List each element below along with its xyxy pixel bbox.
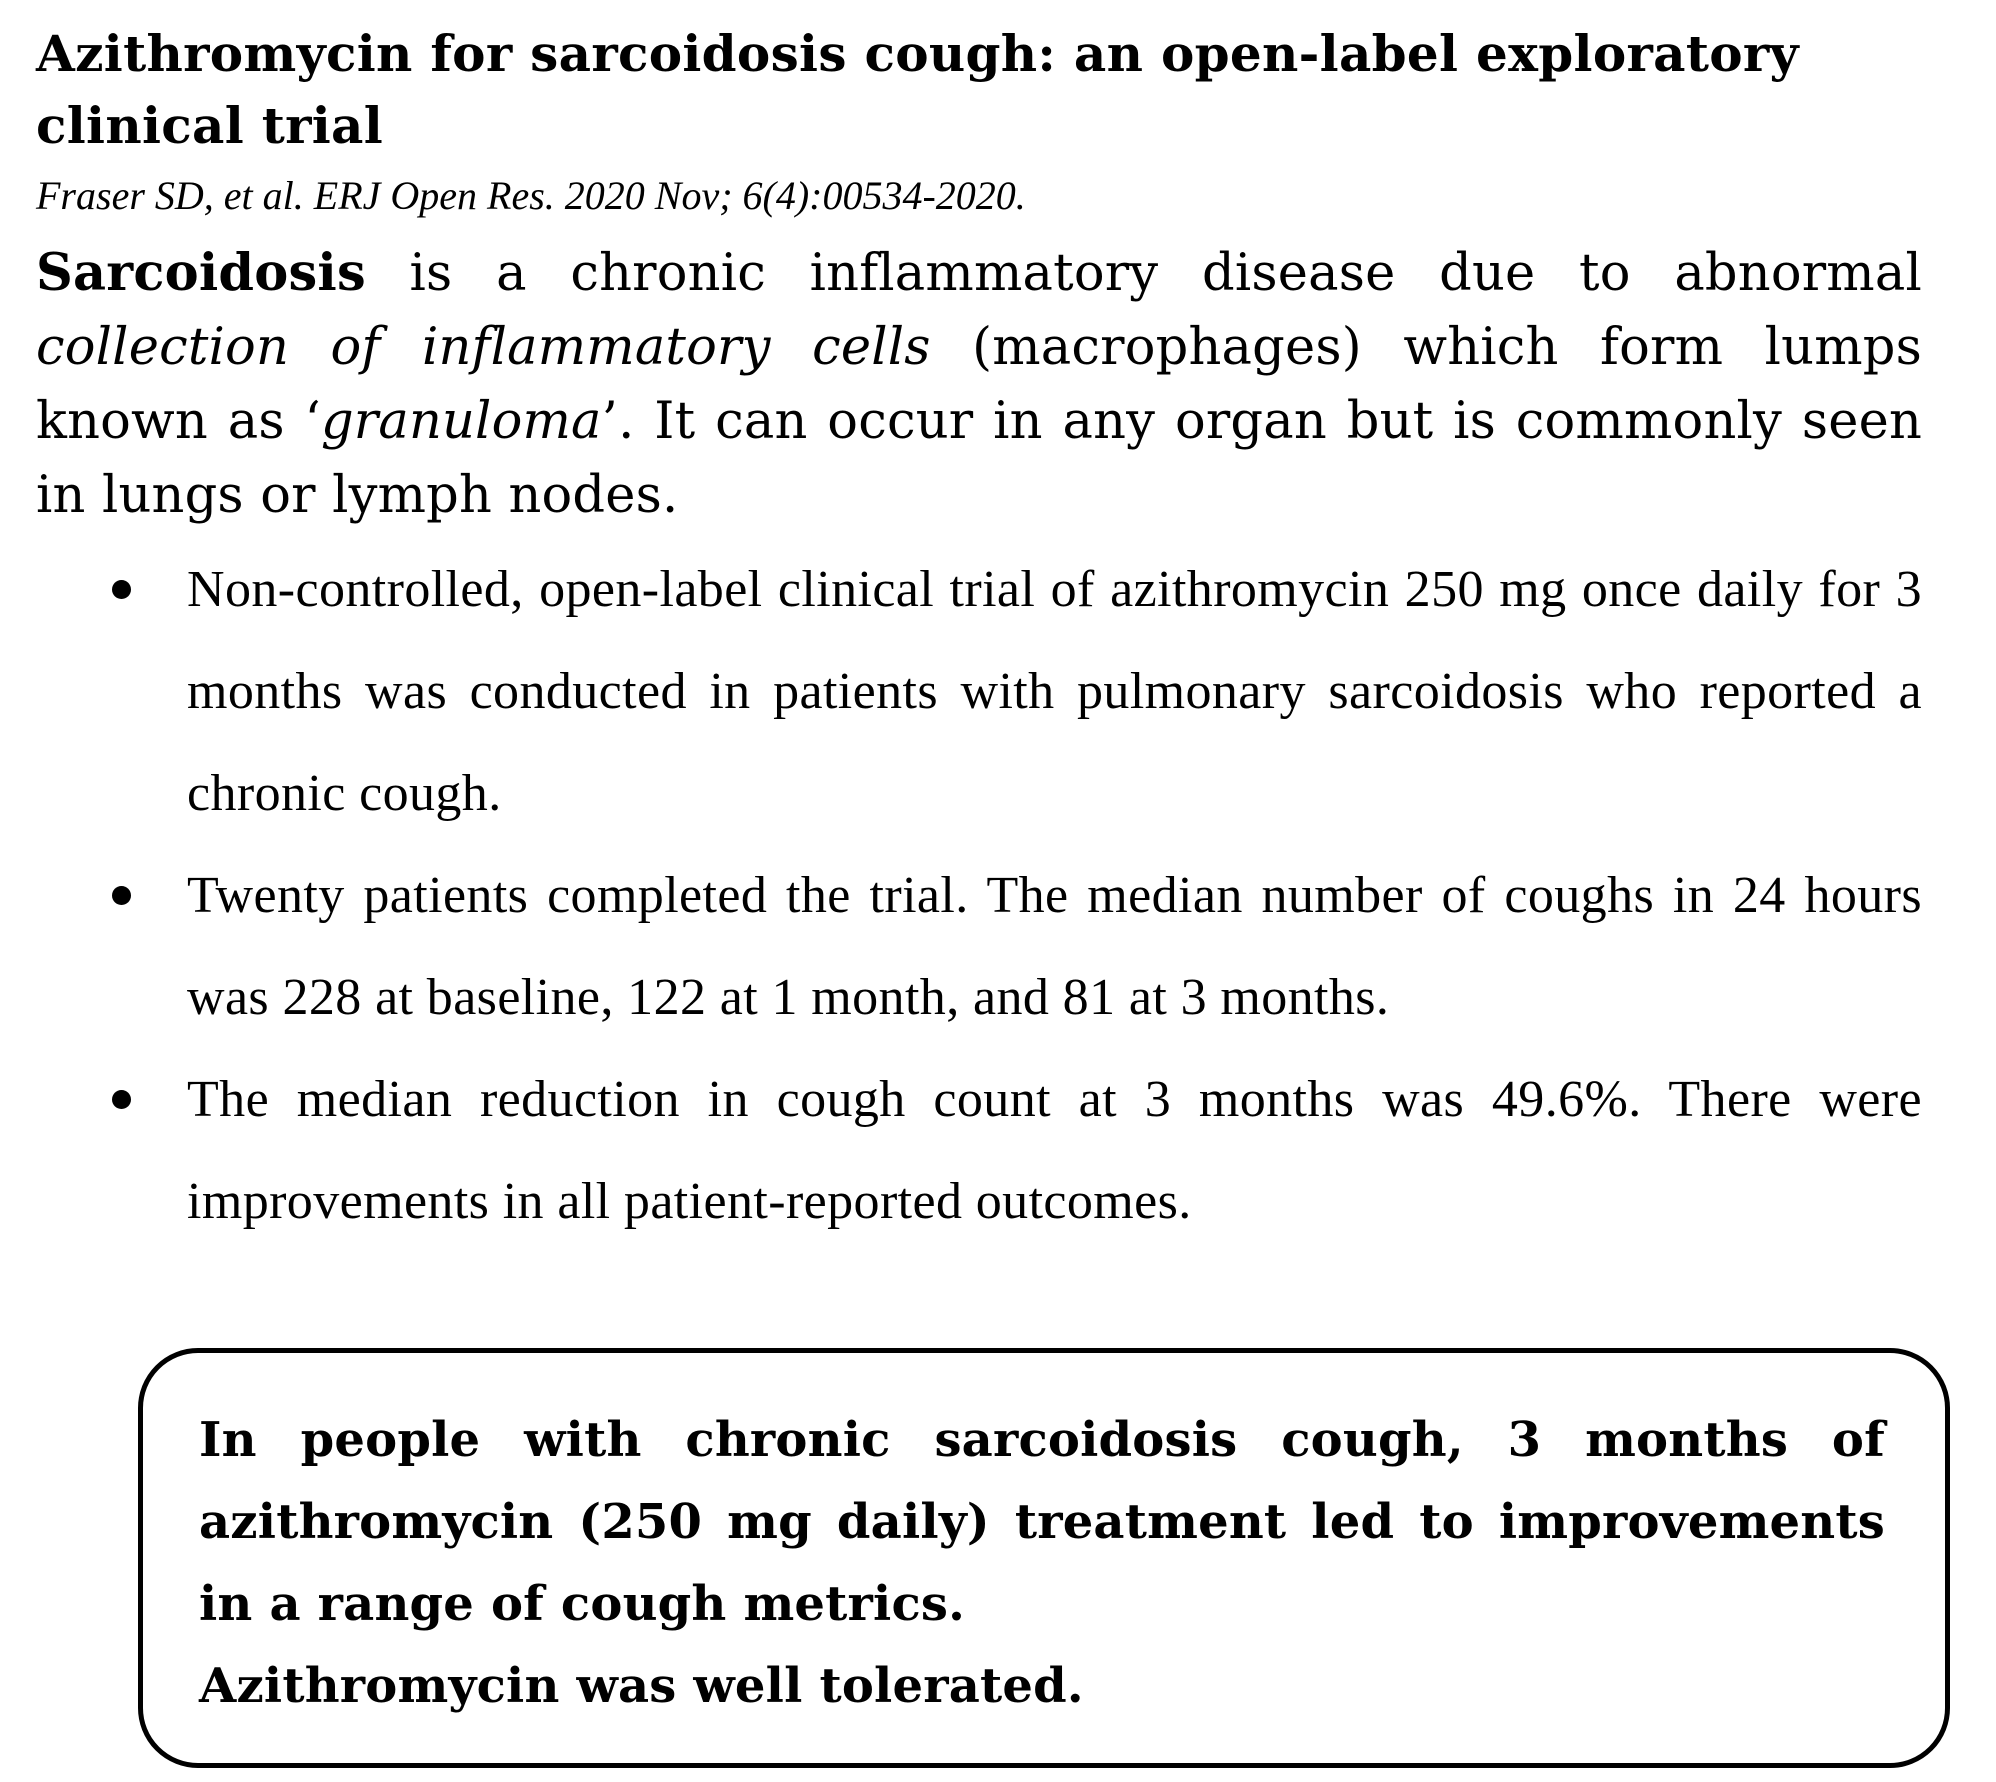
- finding-text: Non-controlled, open-label clinical trial of azithromycin 250 mg once daily for 3 months was conducted in patients with pulmonary sarcoidosis who reported a chronic cough.: [187, 561, 1922, 822]
- summary-box: [138, 1348, 1950, 1768]
- finding-item: [36, 1049, 1922, 1253]
- intro-text-1: is a chronic inflammatory disease due to abnormal: [365, 244, 1922, 303]
- document-page: [36, 18, 1922, 1253]
- bullet-icon: [112, 886, 131, 905]
- article-title: Azithromycin for sarcoidosis cough: an open-label exploratory clinical trial: [36, 24, 1799, 155]
- finding-text: Twenty patients completed the trial. The median number of coughs in 24 hours was 228 at baseline, 122 at 1 month, and 81 at 3 months.: [187, 867, 1922, 1026]
- citation: Fraser SD, et al. ERJ Open Res. 2020 Nov; 6(4):00534-2020.: [36, 173, 1026, 218]
- finding-item: [36, 539, 1922, 845]
- summary-conclusion: In people with chronic sarcoidosis cough, 3 months of azithromycin (250 mg daily) treatment led to improvements in a range of cough metrics.: [199, 1412, 1885, 1632]
- finding-text: The median reduction in cough count at 3 months was 49.6%. There were improvements in all patient-reported outcomes.: [187, 1071, 1922, 1230]
- bullet-icon: [112, 580, 131, 599]
- findings-list: [36, 539, 1922, 1253]
- intro-italic-1: collection of inflammatory cells: [36, 318, 931, 377]
- intro-term: Sarcoidosis: [36, 243, 366, 303]
- finding-item: [36, 845, 1922, 1049]
- intro-paragraph: [36, 236, 1922, 533]
- intro-text-2: (macrophages) which form lumps known as ‘: [36, 318, 1922, 451]
- intro-text-3: ’. It can occur in any organ but is commonly seen in lungs or lymph nodes.: [36, 392, 1923, 525]
- bullet-icon: [112, 1090, 131, 1109]
- summary-tolerability: Azithromycin was well tolerated.: [199, 1658, 1084, 1714]
- intro-italic-2: granuloma: [320, 392, 602, 451]
